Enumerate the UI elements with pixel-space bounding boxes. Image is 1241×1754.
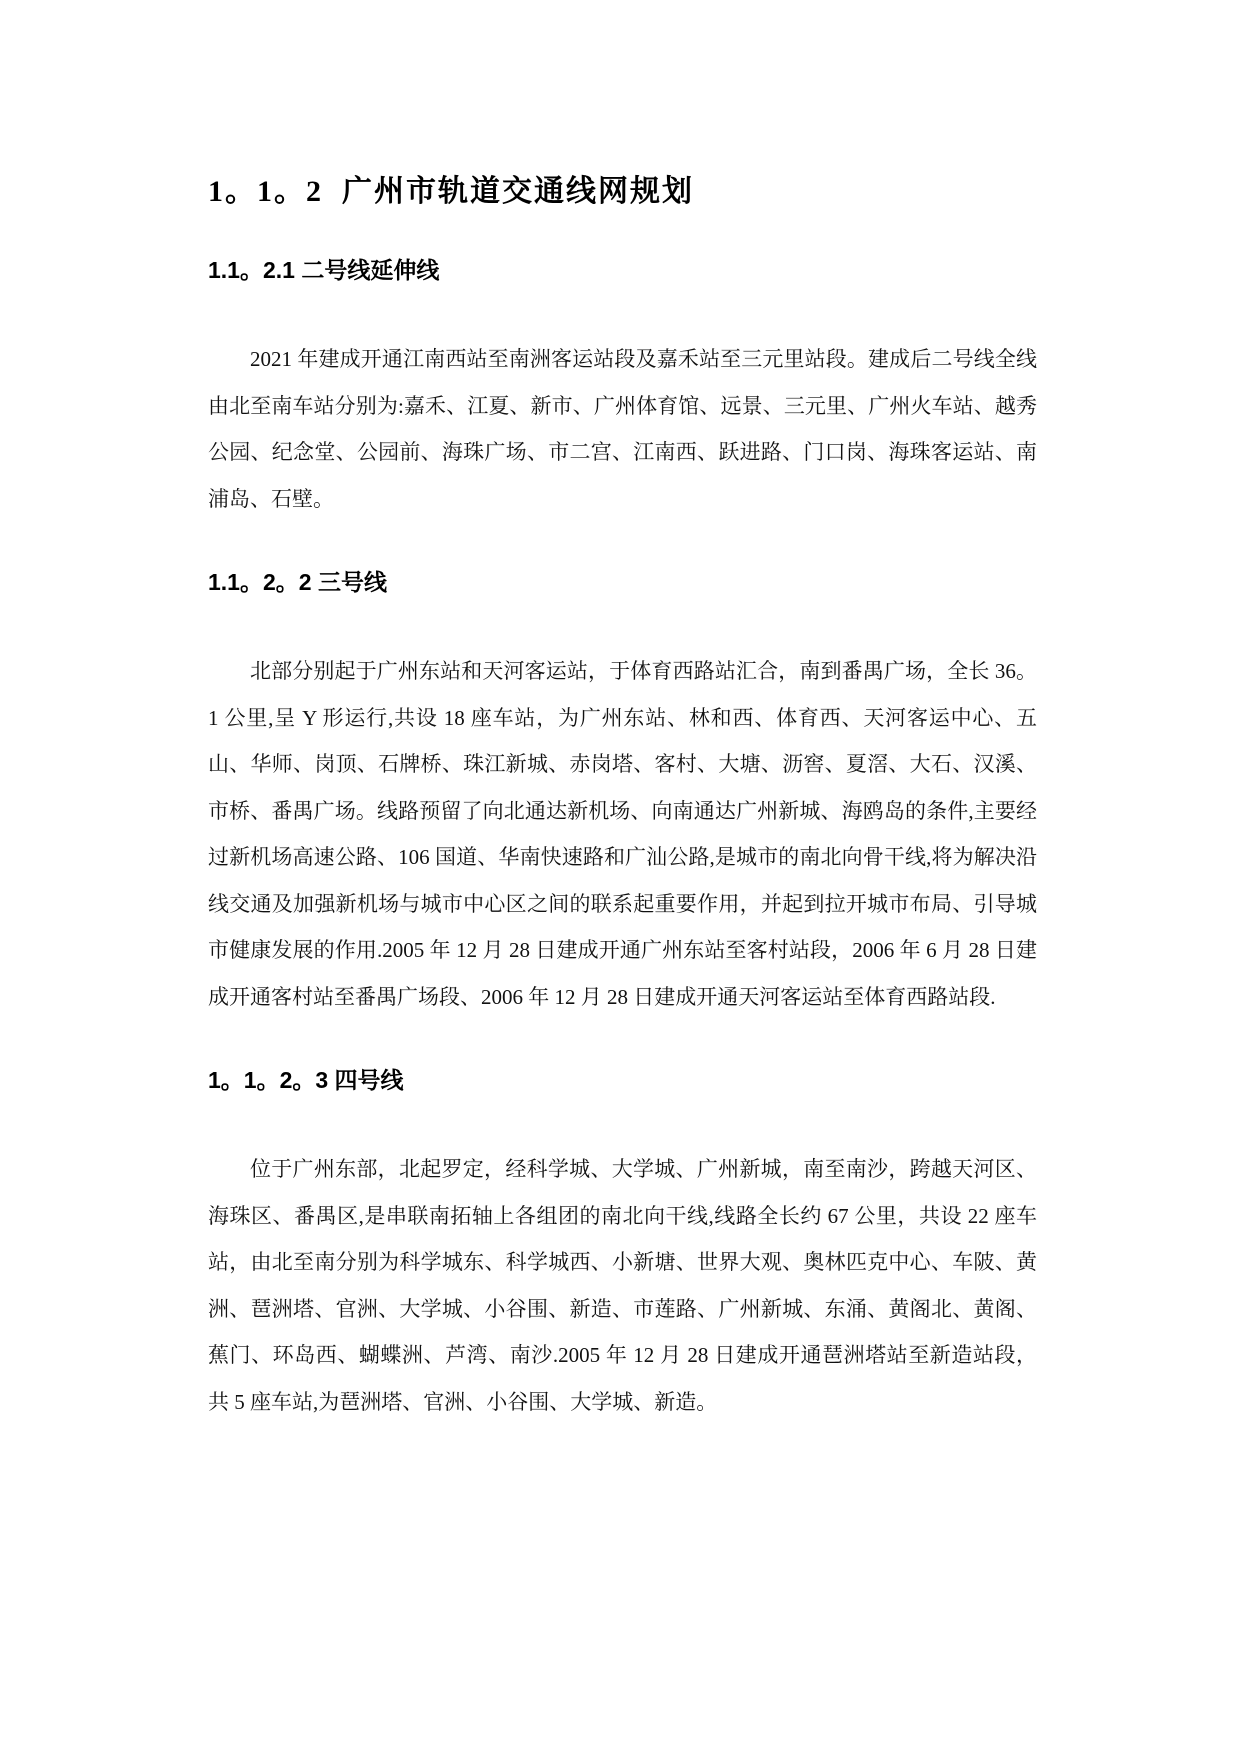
paragraph-line3: 北部分别起于广州东站和天河客运站，于体育西路站汇合，南到番禺广场，全长 36。1 公里,呈 Y 形运行,共设 18 座车站，为广州东站、林和西、体育西、天河客运中心、五山、华师、岗顶、石牌桥、珠江新城、赤岗塔、客村、大塘、沥窖、夏滘、大石、汉溪、市桥、番禺广场。线路预留了向北通达新机场、向南通达广州新城、海鸥岛的条件,主要经过新机场高速公路、106 国道、华南快速路和广汕公路,是城市的南北向骨干线,将为解决沿线交通及加强新机场与城市中心区之间的联系起重要作用，并起到拉开城市布局、引导城市健康发展的作用.2005 年 12 月 28 日建成开通广州东站至客村站段，2006 年 6 月 28 日建成开通客村站至番禺广场段、2006 年 12 月 28 日建成开通天河客运站至体育西路站段. xyxy=(208,659,1037,1009)
section-line3 xyxy=(208,566,1037,1020)
heading-line3: 1.1。2。2 三号线 xyxy=(208,569,387,595)
document-title: 1。1。2 广州市轨道交通线网规划 xyxy=(208,175,694,208)
section-line4 xyxy=(208,1064,1037,1425)
heading-line4: 1。1。2。3 四号线 xyxy=(208,1067,404,1093)
paragraph-line4: 位于广州东部，北起罗定，经科学城、大学城、广州新城，南至南沙，跨越天河区、海珠区、番禺区,是串联南拓轴上各组团的南北向干线,线路全长约 67 公里，共设 22 座车站，由北至南分别为科学城东、科学城西、小新塘、世界大观、奥林匹克中心、车陂、黄洲、琶洲塔、官洲、大学城、小谷围、新造、市莲路、广州新城、东涌、黄阁北、黄阁、蕉门、环岛西、蝴蝶洲、芦湾、南沙.2005 年 12 月 28 日建成开通琶洲塔站至新造站段，共 5 座车站,为琶洲塔、官洲、小谷围、大学城、新造。 xyxy=(208,1157,1037,1414)
paragraph-line2-extension: 2021 年建成开通江南西站至南洲客运站段及嘉禾站至三元里站段。建成后二号线全线由北至南车站分别为:嘉禾、江夏、新市、广州体育馆、远景、三元里、广州火车站、越秀公园、纪念堂、公园前、海珠广场、市二宫、江南西、跃进路、门口岗、海珠客运站、南浦岛、石壁。 xyxy=(208,347,1037,511)
heading-line2-extension: 1.1。2.1 二号线延伸线 xyxy=(208,257,440,283)
section-line2-extension xyxy=(208,254,1037,522)
